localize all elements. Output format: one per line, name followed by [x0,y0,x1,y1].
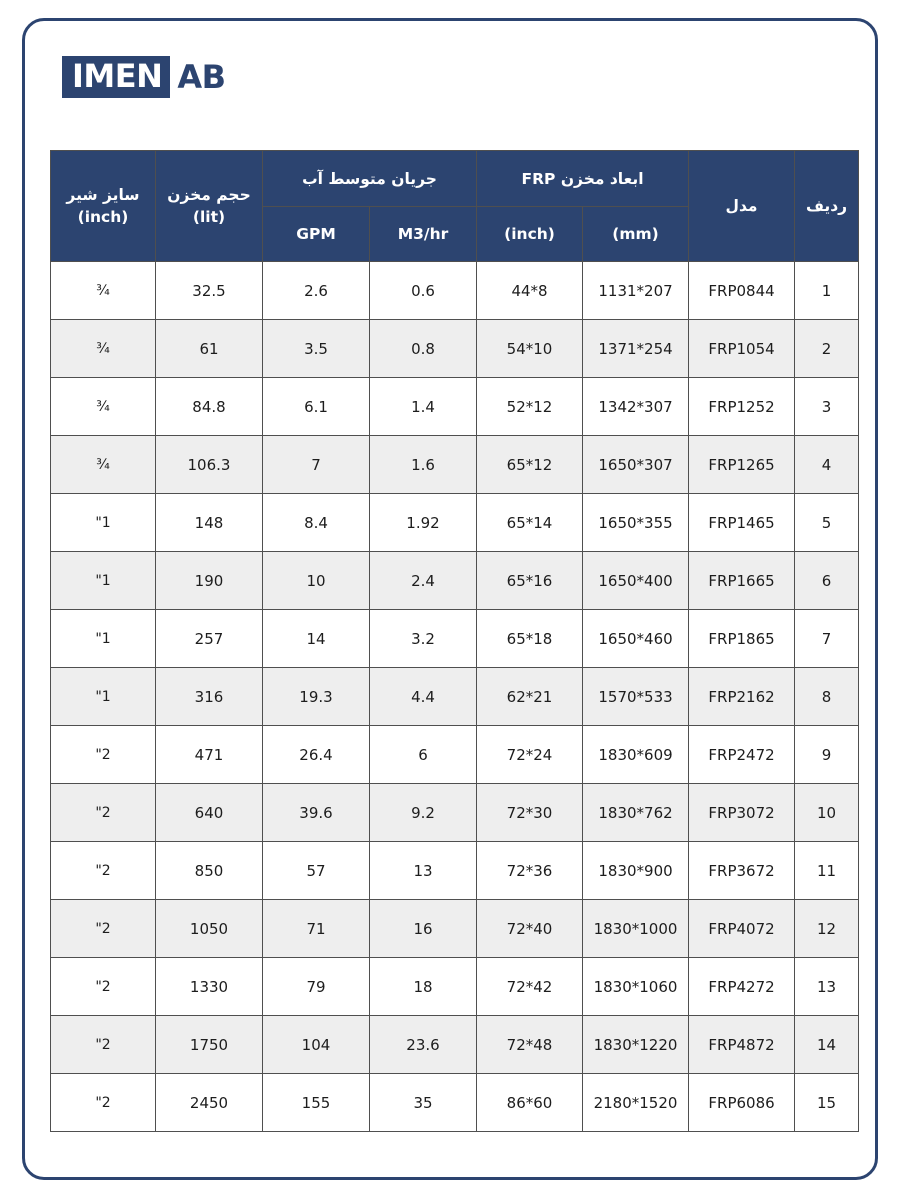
cell-mm-dimensions: 1131*207 [583,262,689,320]
cell-mm-dimensions: 1830*1060 [583,958,689,1016]
cell-tank-volume: 640 [156,784,263,842]
table-body [51,262,859,1132]
cell-m3hr: 4.4 [370,668,477,726]
header-valve-size [51,151,156,262]
cell-gpm: 14 [263,610,370,668]
table-row [51,900,859,958]
cell-mm-dimensions: 1830*900 [583,842,689,900]
cell-row-number: 8 [795,668,859,726]
cell-valve-size: "2 [51,958,156,1016]
cell-valve-size: "2 [51,842,156,900]
cell-mm-dimensions: 1830*762 [583,784,689,842]
table-row [51,552,859,610]
header-row-top [51,151,859,207]
cell-model: FRP0844 [689,262,795,320]
cell-row-number: 5 [795,494,859,552]
cell-tank-volume: 148 [156,494,263,552]
cell-row-number: 2 [795,320,859,378]
cell-mm-dimensions: 1570*533 [583,668,689,726]
table-row [51,726,859,784]
cell-valve-size: "1 [51,610,156,668]
cell-valve-size: "2 [51,784,156,842]
cell-row-number: 1 [795,262,859,320]
cell-m3hr: 1.6 [370,436,477,494]
cell-m3hr: 23.6 [370,1016,477,1074]
table-row [51,1074,859,1132]
cell-row-number: 13 [795,958,859,1016]
cell-row-number: 4 [795,436,859,494]
cell-m3hr: 6 [370,726,477,784]
header-m3hr: M3/hr [370,207,477,262]
table-row [51,378,859,436]
cell-gpm: 3.5 [263,320,370,378]
header-water-flow-group: جریان متوسط آب [263,151,477,207]
cell-model: FRP2472 [689,726,795,784]
cell-m3hr: 16 [370,900,477,958]
cell-inch-dimensions: 65*18 [477,610,583,668]
cell-tank-volume: 190 [156,552,263,610]
cell-valve-size: ¾ [51,436,156,494]
cell-m3hr: 1.4 [370,378,477,436]
cell-gpm: 71 [263,900,370,958]
table-header [51,151,859,262]
cell-inch-dimensions: 65*16 [477,552,583,610]
cell-inch-dimensions: 52*12 [477,378,583,436]
cell-m3hr: 0.6 [370,262,477,320]
table-row [51,262,859,320]
cell-model: FRP4872 [689,1016,795,1074]
logo-text-ab: AB [177,58,226,96]
cell-row-number: 15 [795,1074,859,1132]
table-row [51,436,859,494]
cell-gpm: 10 [263,552,370,610]
header-inch: (inch) [477,207,583,262]
cell-gpm: 26.4 [263,726,370,784]
cell-row-number: 3 [795,378,859,436]
cell-row-number: 12 [795,900,859,958]
table-row [51,784,859,842]
cell-m3hr: 9.2 [370,784,477,842]
cell-tank-volume: 61 [156,320,263,378]
cell-mm-dimensions: 1650*460 [583,610,689,668]
cell-model: FRP1465 [689,494,795,552]
cell-inch-dimensions: 65*12 [477,436,583,494]
cell-tank-volume: 257 [156,610,263,668]
cell-model: FRP1865 [689,610,795,668]
cell-m3hr: 13 [370,842,477,900]
cell-inch-dimensions: 62*21 [477,668,583,726]
header-model: مدل [689,151,795,262]
cell-valve-size: ¾ [51,320,156,378]
cell-model: FRP4072 [689,900,795,958]
table-row [51,668,859,726]
cell-tank-volume: 850 [156,842,263,900]
cell-tank-volume: 106.3 [156,436,263,494]
cell-tank-volume: 2450 [156,1074,263,1132]
cell-model: FRP4272 [689,958,795,1016]
cell-valve-size: "1 [51,552,156,610]
table-row [51,1016,859,1074]
cell-m3hr: 35 [370,1074,477,1132]
table-row [51,610,859,668]
table-row [51,494,859,552]
cell-valve-size: "2 [51,1016,156,1074]
cell-m3hr: 2.4 [370,552,477,610]
cell-m3hr: 0.8 [370,320,477,378]
cell-gpm: 57 [263,842,370,900]
cell-tank-volume: 316 [156,668,263,726]
logo-mark-imen: IMEN [62,56,170,98]
cell-tank-volume: 1050 [156,900,263,958]
cell-mm-dimensions: 1830*1000 [583,900,689,958]
cell-tank-volume: 1330 [156,958,263,1016]
cell-row-number: 10 [795,784,859,842]
document-page [22,18,878,1180]
cell-inch-dimensions: 72*40 [477,900,583,958]
cell-gpm: 104 [263,1016,370,1074]
cell-gpm: 8.4 [263,494,370,552]
cell-inch-dimensions: 72*36 [477,842,583,900]
cell-row-number: 11 [795,842,859,900]
cell-inch-dimensions: 44*8 [477,262,583,320]
header-gpm: GPM [263,207,370,262]
cell-valve-size: "1 [51,494,156,552]
cell-mm-dimensions: 1830*609 [583,726,689,784]
cell-model: FRP6086 [689,1074,795,1132]
cell-m3hr: 3.2 [370,610,477,668]
header-valve-size-label: سایز شیر [66,185,140,204]
cell-mm-dimensions: 1650*307 [583,436,689,494]
frp-tank-spec-table [50,150,859,1132]
cell-model: FRP1265 [689,436,795,494]
header-tank-volume [156,151,263,262]
cell-gpm: 19.3 [263,668,370,726]
table-row [51,320,859,378]
header-tank-volume-unit: (lit) [192,208,226,226]
cell-model: FRP3672 [689,842,795,900]
cell-gpm: 7 [263,436,370,494]
header-row-number: ردیف [795,151,859,262]
cell-inch-dimensions: 86*60 [477,1074,583,1132]
cell-inch-dimensions: 72*42 [477,958,583,1016]
cell-tank-volume: 84.8 [156,378,263,436]
cell-gpm: 79 [263,958,370,1016]
table-row [51,842,859,900]
cell-inch-dimensions: 72*24 [477,726,583,784]
cell-valve-size: "2 [51,900,156,958]
cell-row-number: 9 [795,726,859,784]
cell-m3hr: 18 [370,958,477,1016]
cell-gpm: 2.6 [263,262,370,320]
cell-mm-dimensions: 1650*400 [583,552,689,610]
header-tank-volume-label: حجم مخزن [167,185,251,204]
header-valve-size-unit: (inch) [77,208,129,226]
cell-gpm: 6.1 [263,378,370,436]
cell-inch-dimensions: 65*14 [477,494,583,552]
cell-gpm: 155 [263,1074,370,1132]
cell-model: FRP1665 [689,552,795,610]
cell-tank-volume: 1750 [156,1016,263,1074]
cell-inch-dimensions: 72*48 [477,1016,583,1074]
cell-mm-dimensions: 1342*307 [583,378,689,436]
cell-valve-size: ¾ [51,262,156,320]
cell-gpm: 39.6 [263,784,370,842]
cell-model: FRP1054 [689,320,795,378]
cell-inch-dimensions: 54*10 [477,320,583,378]
cell-m3hr: 1.92 [370,494,477,552]
cell-row-number: 14 [795,1016,859,1074]
header-mm: (mm) [583,207,689,262]
cell-model: FRP3072 [689,784,795,842]
table-row [51,958,859,1016]
header-frp-dimensions-group: ابعاد مخزن FRP [477,151,689,207]
cell-mm-dimensions: 1371*254 [583,320,689,378]
cell-model: FRP1252 [689,378,795,436]
cell-valve-size: ¾ [51,378,156,436]
cell-tank-volume: 471 [156,726,263,784]
cell-mm-dimensions: 2180*1520 [583,1074,689,1132]
spec-table-container [50,150,858,1132]
cell-valve-size: "2 [51,726,156,784]
cell-row-number: 7 [795,610,859,668]
cell-tank-volume: 32.5 [156,262,263,320]
cell-valve-size: "1 [51,668,156,726]
cell-mm-dimensions: 1830*1220 [583,1016,689,1074]
cell-row-number: 6 [795,552,859,610]
cell-model: FRP2162 [689,668,795,726]
cell-valve-size: "2 [51,1074,156,1132]
cell-inch-dimensions: 72*30 [477,784,583,842]
brand-logo [62,56,226,98]
cell-mm-dimensions: 1650*355 [583,494,689,552]
